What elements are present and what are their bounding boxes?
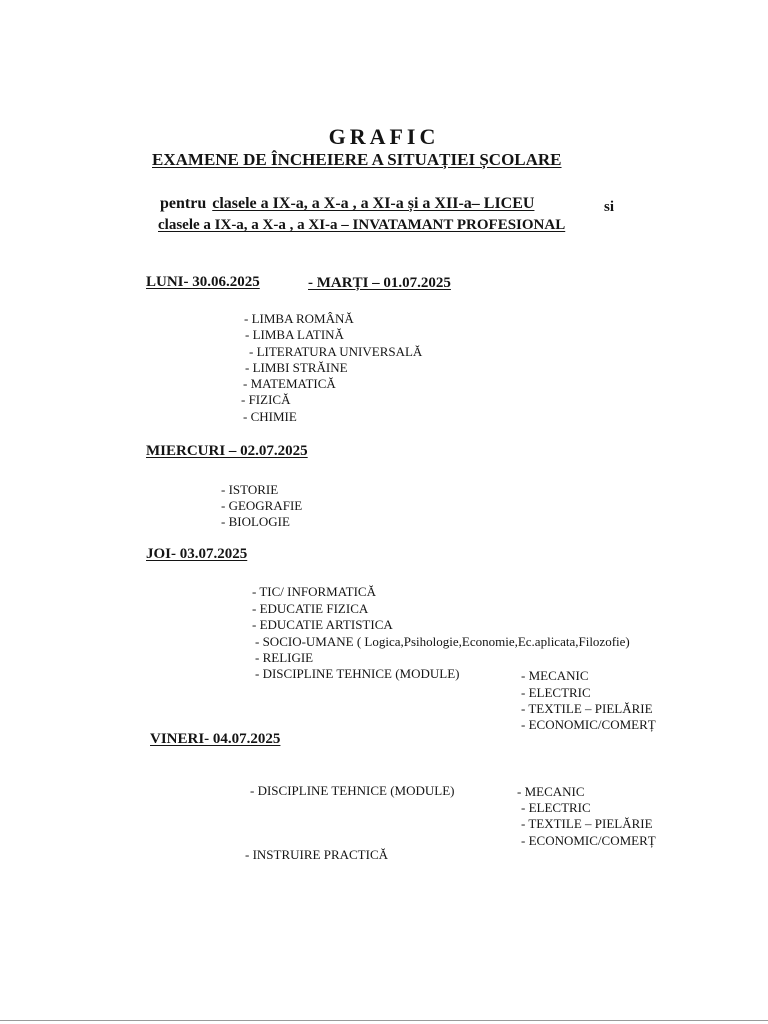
- subject-item: - DISCIPLINE TEHNICE (MODULE): [255, 666, 460, 681]
- intro-classes-profesional: clasele a IX-a, a X-a , a XI-a – INVATAMANT PROFESIONAL: [158, 217, 566, 233]
- intro-classes-liceu: clasele a IX-a, a X-a , a XI-a și a XII-a– LICEU: [212, 195, 535, 212]
- subject-item: - EDUCATIE FIZICA: [252, 601, 369, 616]
- subject-item: - INSTRUIRE PRACTICĂ: [245, 847, 389, 862]
- document-title: GRAFIC: [328, 124, 440, 149]
- subject-item: - DISCIPLINE TEHNICE (MODULE): [250, 783, 455, 798]
- module-item: - TEXTILE – PIELĂRIE: [521, 701, 653, 716]
- subject-item: - LITERATURA UNIVERSALĂ: [249, 344, 423, 359]
- module-item: - MECANIC: [517, 784, 585, 799]
- subject-item: - MATEMATICĂ: [243, 376, 336, 391]
- scan-edge-divider: [0, 1020, 768, 1021]
- module-item: - ECONOMIC/COMERȚ: [521, 717, 656, 732]
- intro-prefix: pentru: [160, 195, 207, 212]
- module-item: - TEXTILE – PIELĂRIE: [521, 816, 653, 831]
- subject-item: - FIZICĂ: [241, 392, 291, 407]
- day-heading-miercuri: MIERCURI – 02.07.2025: [146, 443, 308, 459]
- subject-item: - BIOLOGIE: [221, 514, 290, 529]
- day-heading-joi: JOI- 03.07.2025: [146, 546, 248, 562]
- day-heading-luni: LUNI- 30.06.2025: [146, 274, 260, 290]
- subject-item: - LIMBI STRĂINE: [245, 360, 348, 375]
- module-item: - MECANIC: [521, 668, 589, 683]
- module-item: - ELECTRIC: [521, 800, 591, 815]
- subject-item: - LIMBA LATINĂ: [245, 327, 344, 342]
- intro-line-1: [160, 195, 534, 213]
- day-heading-marti: - MARȚI – 01.07.2025: [308, 275, 451, 291]
- module-item: - ECONOMIC/COMERȚ: [521, 833, 656, 848]
- intro-conjunction: si: [604, 199, 615, 215]
- subject-item: - TIC/ INFORMATICĂ: [252, 584, 376, 599]
- subject-item: - RELIGIE: [255, 650, 314, 665]
- subject-item: - ISTORIE: [221, 482, 279, 497]
- subject-item: - LIMBA ROMÂNĂ: [244, 311, 354, 326]
- subject-item: - EDUCATIE ARTISTICA: [252, 617, 393, 632]
- module-item: - ELECTRIC: [521, 685, 591, 700]
- day-heading-vineri: VINERI- 04.07.2025: [150, 731, 281, 747]
- subject-item: - SOCIO-UMANE ( Logica,Psihologie,Economie,Ec.aplicata,Filozofie): [255, 634, 630, 649]
- subject-item: - CHIMIE: [243, 409, 297, 424]
- document-subtitle: EXAMENE DE ÎNCHEIERE A SITUAȚIEI ȘCOLARE: [152, 150, 562, 169]
- subject-item: - GEOGRAFIE: [221, 498, 303, 513]
